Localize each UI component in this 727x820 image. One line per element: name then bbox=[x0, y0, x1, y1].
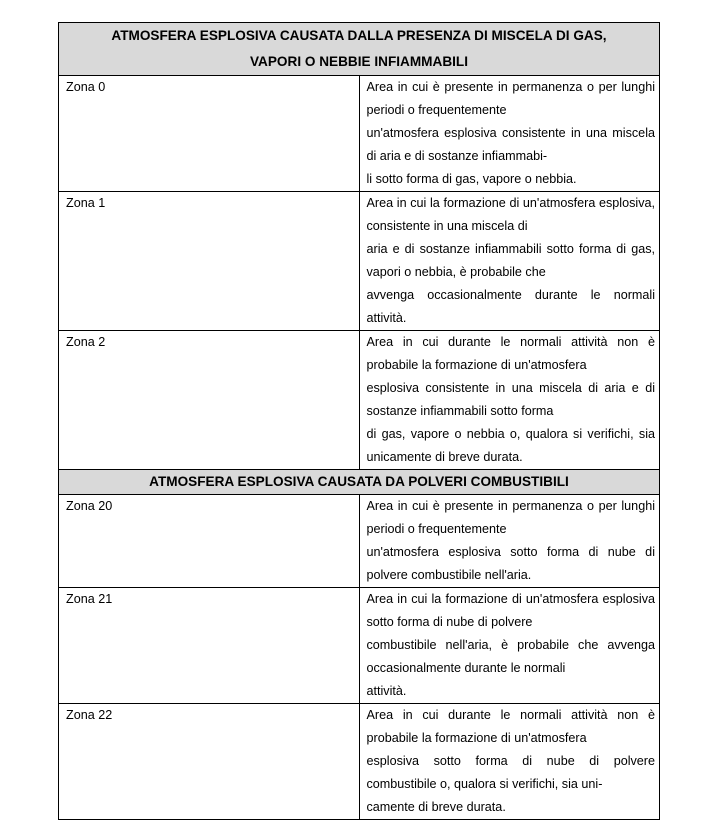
description-line: aria e di sostanze infiammabili sotto forma di gas, vapori o nebbia, è probabile che bbox=[366, 242, 655, 279]
zone-label: Zona 20 bbox=[59, 495, 360, 588]
zone-label: Zona 0 bbox=[59, 76, 360, 192]
description-line: camente di breve durata. bbox=[366, 800, 506, 814]
description-line: esplosiva consistente in una miscela di aria e di sostanze infiammabili sotto forma bbox=[366, 381, 655, 418]
zone-label: Zona 22 bbox=[59, 704, 360, 820]
description-line: esplosiva sotto forma di nube di polvere combustibile o, qualora si verifichi, sia uni- bbox=[366, 754, 655, 791]
table-row bbox=[59, 495, 660, 588]
zone-description bbox=[359, 495, 660, 588]
zone-description bbox=[359, 588, 660, 704]
description-line: combustibile nell'aria, è probabile che avvenga occasionalmente durante le normali bbox=[366, 638, 655, 675]
zone-description bbox=[359, 331, 660, 470]
table-row bbox=[59, 192, 660, 331]
zone-label: Zona 2 bbox=[59, 331, 360, 470]
table-row bbox=[59, 704, 660, 820]
description-line: Area in cui durante le normali attività non è probabile la formazione di un'atmosfera bbox=[366, 708, 655, 745]
description-line: un'atmosfera esplosiva sotto forma di nube di polvere combustibile nell'aria. bbox=[366, 545, 655, 582]
description-line: Area in cui è presente in permanenza o per lunghi periodi o frequentemente bbox=[366, 499, 655, 536]
table-row bbox=[59, 588, 660, 704]
zone-label: Zona 21 bbox=[59, 588, 360, 704]
gas-section-title bbox=[59, 23, 660, 76]
description-line: Area in cui durante le normali attività non è probabile la formazione di un'atmosfera bbox=[366, 335, 655, 372]
zone-description bbox=[359, 704, 660, 820]
zone-description bbox=[359, 192, 660, 331]
description-line: Area in cui la formazione di un'atmosfera esplosiva sotto forma di nube di polvere bbox=[366, 592, 655, 629]
atex-zones-table bbox=[58, 22, 660, 820]
gas-section-title-line-1: ATMOSFERA ESPLOSIVA CAUSATA DALLA PRESENZA DI MISCELA DI GAS, bbox=[111, 28, 607, 43]
description-line: li sotto forma di gas, vapore o nebbia. bbox=[366, 172, 577, 186]
description-line: un'atmosfera esplosiva consistente in una miscela di aria e di sostanze infiammabi- bbox=[366, 126, 655, 163]
description-line: di gas, vapore o nebbia o, qualora si verifichi, sia unicamente di breve durata. bbox=[366, 427, 655, 464]
description-line: attività. bbox=[366, 684, 407, 698]
gas-section-header-row bbox=[59, 23, 660, 76]
dust-section-header-row bbox=[59, 470, 660, 495]
description-line: Area in cui è presente in permanenza o per lunghi periodi o frequentemente bbox=[366, 80, 655, 117]
table-row bbox=[59, 331, 660, 470]
description-line: avvenga occasionalmente durante le normali attività. bbox=[366, 288, 655, 325]
description-line: Area in cui la formazione di un'atmosfera esplosiva, consistente in una miscela di bbox=[366, 196, 655, 233]
gas-section-title-line-2: VAPORI O NEBBIE INFIAMMABILI bbox=[249, 54, 468, 69]
table-row bbox=[59, 76, 660, 192]
zone-label: Zona 1 bbox=[59, 192, 360, 331]
dust-section-title: ATMOSFERA ESPLOSIVA CAUSATA DA POLVERI COMBUSTIBILI bbox=[59, 470, 660, 495]
zone-description bbox=[359, 76, 660, 192]
